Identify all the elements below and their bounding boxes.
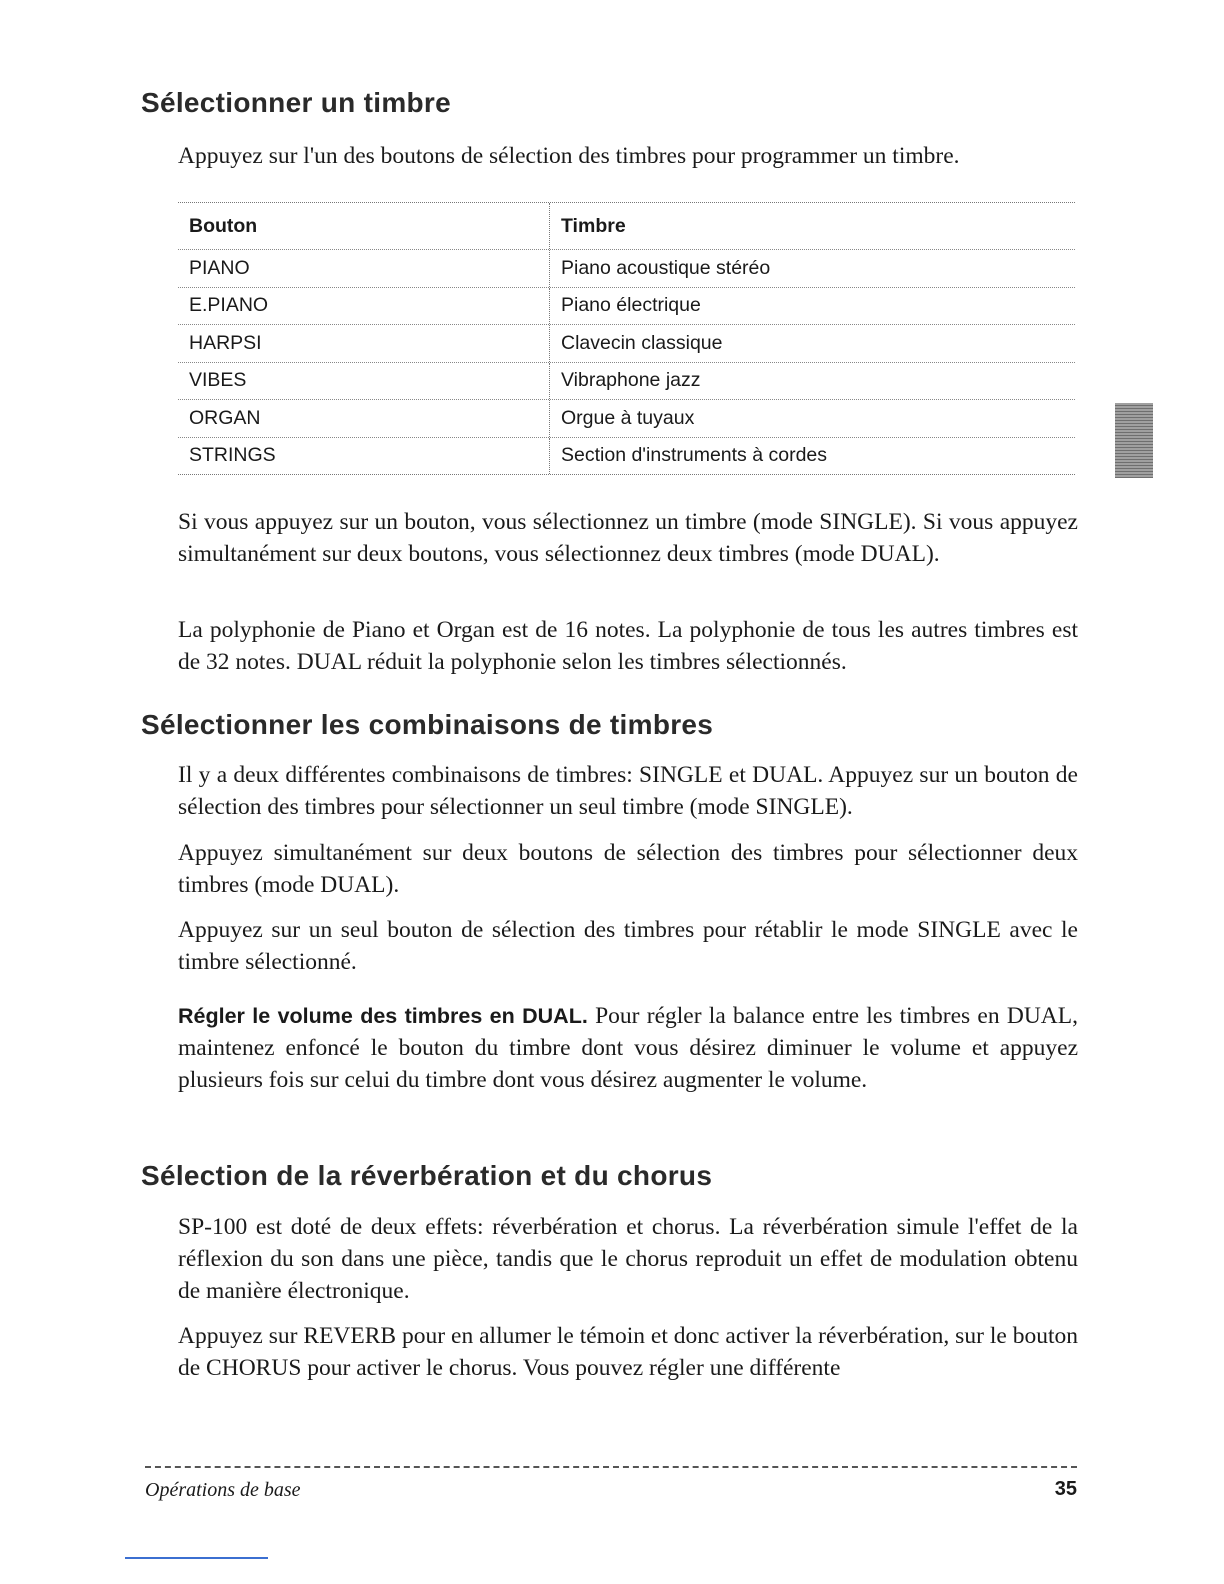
intro-paragraph: Appuyez sur l'un des boutons de sélection des timbres pour programmer un timbre. xyxy=(178,143,960,169)
header-bouton: Bouton xyxy=(189,214,258,237)
table-row xyxy=(178,362,1075,400)
dual-volume-lead: Régler le volume des timbres en DUAL. xyxy=(178,1004,588,1028)
cell-button: HARPSI xyxy=(189,331,262,354)
dual-volume-body: Pour régler la balance entre les timbres en DUAL, maintenez enfoncé le bouton du timbre dont vous désirez diminuer le volume et appuyez plusieurs fois sur celui du timbre dont vous désirez augmenter le volume. xyxy=(178,1003,1079,1093)
cell-button: STRINGS xyxy=(189,444,276,467)
footer-divider xyxy=(145,1466,1077,1468)
cell-button: PIANO xyxy=(189,256,250,279)
table-row xyxy=(178,399,1075,437)
cell-timbre: Vibraphone jazz xyxy=(549,363,1075,400)
combinaisons-paragraph-1: Il y a deux différentes combinaisons de timbres: SINGLE et DUAL. Appuyez sur un bouton de sélection des timbres pour sélectionner un seul timbre (mode SINGLE). xyxy=(178,762,1078,820)
table-header-row xyxy=(178,203,1075,249)
timbre-table xyxy=(178,202,1075,475)
scan-blue-line xyxy=(125,1557,268,1559)
dual-volume-paragraph xyxy=(178,1000,1078,1096)
heading-selectionner-timbre: Sélectionner un timbre xyxy=(141,87,451,118)
cell-button: ORGAN xyxy=(189,406,261,429)
polyphony-paragraph: La polyphonie de Piano et Organ est de 16 notes. La polyphonie de tous les autres timbres est de 32 notes. DUAL réduit la polyphonie selon les timbres sélectionnés. xyxy=(178,617,1078,675)
effets-paragraph-1: SP-100 est doté de deux effets: réverbération et chorus. La réverbération simule l'effet de la réflexion du son dans une pièce, tandis que le chorus reproduit un effet de modulation obtenu de manière électronique. xyxy=(178,1214,1078,1304)
cell-timbre: Orgue à tuyaux xyxy=(549,400,1075,437)
cell-timbre: Section d'instruments à cordes xyxy=(549,438,1075,475)
cell-button: E.PIANO xyxy=(189,294,269,317)
footer-section-name: Opérations de base xyxy=(145,1479,301,1501)
chapter-thumb-tab xyxy=(1115,403,1153,478)
header-timbre: Timbre xyxy=(549,203,1075,249)
heading-combinaisons: Sélectionner les combinaisons de timbres xyxy=(141,709,714,740)
cell-timbre: Clavecin classique xyxy=(549,325,1075,362)
combinaisons-paragraph-3: Appuyez sur un seul bouton de sélection des timbres pour rétablir le mode SINGLE avec le timbre sélectionné. xyxy=(178,917,1078,975)
page-number: 35 xyxy=(1054,1478,1077,1500)
cell-timbre: Piano acoustique stéréo xyxy=(549,250,1075,287)
combinaisons-paragraph-2: Appuyez simultanément sur deux boutons de sélection des timbres pour sélectionner deux timbres (mode DUAL). xyxy=(178,840,1078,898)
heading-reverb-chorus: Sélection de la réverbération et du chorus xyxy=(141,1160,713,1191)
table-row xyxy=(178,324,1075,362)
cell-timbre: Piano électrique xyxy=(549,288,1075,325)
table-row xyxy=(178,437,1075,475)
effets-paragraph-2: Appuyez sur REVERB pour en allumer le témoin et donc activer la réverbération, sur le bouton de CHORUS pour activer le chorus. Vous pouvez régler une différente xyxy=(178,1323,1078,1381)
table-row xyxy=(178,249,1075,287)
mode-paragraph: Si vous appuyez sur un bouton, vous sélectionnez un timbre (mode SINGLE). Si vous appuyez simultanément sur deux boutons, vous sélectionnez deux timbres (mode DUAL). xyxy=(178,509,1078,567)
table-row xyxy=(178,287,1075,325)
cell-button: VIBES xyxy=(189,369,247,392)
